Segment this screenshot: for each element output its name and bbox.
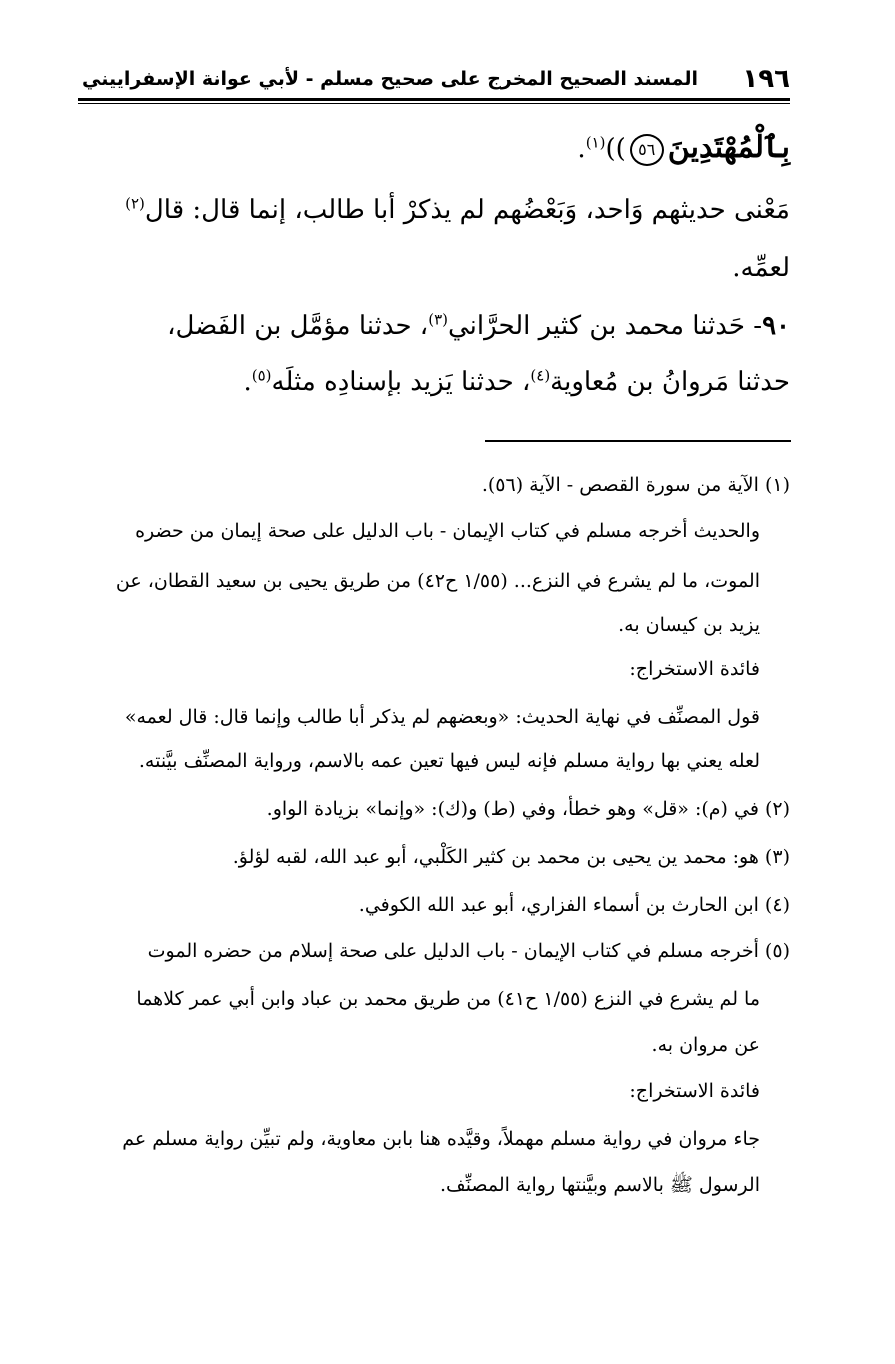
hadith-line (80, 362, 790, 402)
footnote-1-line: (١) الآية من سورة القصص - الآية (٥٦). (481, 474, 790, 496)
period: . (243, 367, 252, 397)
footnote-ref: (٢) (125, 194, 145, 213)
footnote-4: (٤) ابن الحارث بن أسماء الفزاري، أبو عبد الله الكوفي. (358, 894, 790, 916)
paragraph-text: لعمِّه. (732, 253, 790, 283)
footnote-3: (٣) هو: محمد ين يحيى بن محمد بن كثير الكَلْبي، أبو عبد الله، لقبه لؤلؤ. (232, 846, 790, 868)
quran-verse-text: بِٱلْمُهْتَدِينَ (667, 130, 790, 165)
paragraph-line (80, 248, 790, 288)
footnote-ref: (٥) (251, 366, 272, 385)
footnote-5-line: ما لم يشرع في النزع (١/٥٥ ح٤١) من طريق محمد بن عباد وابن أبي عمر كلاهما (136, 988, 760, 1010)
footnote-5-line: (٥) أخرجه مسلم في كتاب الإيمان - باب الدليل على صحة إسلام من حضره الموت (147, 940, 790, 962)
verse-number-ornament: ٥٦ (630, 134, 664, 166)
hadith-line (80, 306, 790, 346)
footnote-ref: (٣) (428, 310, 448, 329)
footnote-2: (٢) في (م): «قل» وهو خطأ، وفي (ط) و(ك): «وإنما» بزيادة الواو. (266, 798, 790, 820)
footnote-1-line: فائدة الاستخراج: (629, 658, 760, 680)
footnote-1-line: يزيد بن كيسان به. (618, 614, 760, 636)
hadith-text: - حَدثنا محمد بن كثير الحرَّاني (447, 311, 763, 341)
footnote-1-line: قول المصنِّف في نهاية الحديث: «وبعضهم لم يذكر أبا طالب وإنما قال: قال لعمه» (124, 706, 760, 728)
footnote-separator (485, 440, 791, 442)
hadith-text: ، حدثنا مؤمَّل بن الفَضل، (167, 311, 429, 341)
quran-line (80, 128, 790, 169)
hadith-text: حدثنا مَروانُ بن مُعاوية (550, 367, 790, 397)
footnote-ref: (٤) (530, 366, 551, 385)
footnote-5-line: عن مروان به. (651, 1034, 760, 1056)
footnote-1-line: الموت، ما لم يشرع في النزع... (١/٥٥ ح٤٢) من طريق يحيى بن سعيد القطان، عن (115, 570, 760, 592)
footnote-5-line: جاء مروان في رواية مسلم مهملاً، وقيَّده هنا بابن معاوية، ولم تبيِّن رواية مسلم عم (122, 1128, 760, 1150)
hadith-text: ، حدثنا يَزيد بإسنادِه مثلَه (271, 367, 531, 397)
footnote-1-line: لعله يعني بها رواية مسلم فإنه ليس فيها تعين عمه بالاسم، ورواية المصنِّف بيَّنته. (138, 750, 760, 772)
running-title: المسند الصحيح المخرج على صحيح مسلم - لأبي عوانة الإسفراييني (82, 68, 698, 90)
footnote-1-line: والحديث أخرجه مسلم في كتاب الإيمان - باب الدليل على صحة إيمان من حضره (135, 520, 760, 542)
page-number: ١٩٦ (742, 64, 790, 94)
header-rule-thick (78, 98, 790, 101)
paragraph-text: مَعْنى حديثهم وَاحد، وَبَعْضُهم لم يذكرْ أبا طالب، إنما قال: قال (144, 195, 790, 225)
hadith-number: ٩٠ (762, 311, 790, 341)
quote-close: )) (605, 134, 626, 164)
paragraph-line (80, 190, 790, 230)
footnote-ref: (١) (585, 133, 606, 152)
period: . (577, 134, 586, 164)
header-rule-thin (78, 103, 790, 104)
footnote-5-line: فائدة الاستخراج: (629, 1080, 760, 1102)
page-header (78, 62, 790, 96)
footnote-5-line: الرسول ﷺ بالاسم وبيَّنتها رواية المصنِّف. (439, 1174, 760, 1196)
